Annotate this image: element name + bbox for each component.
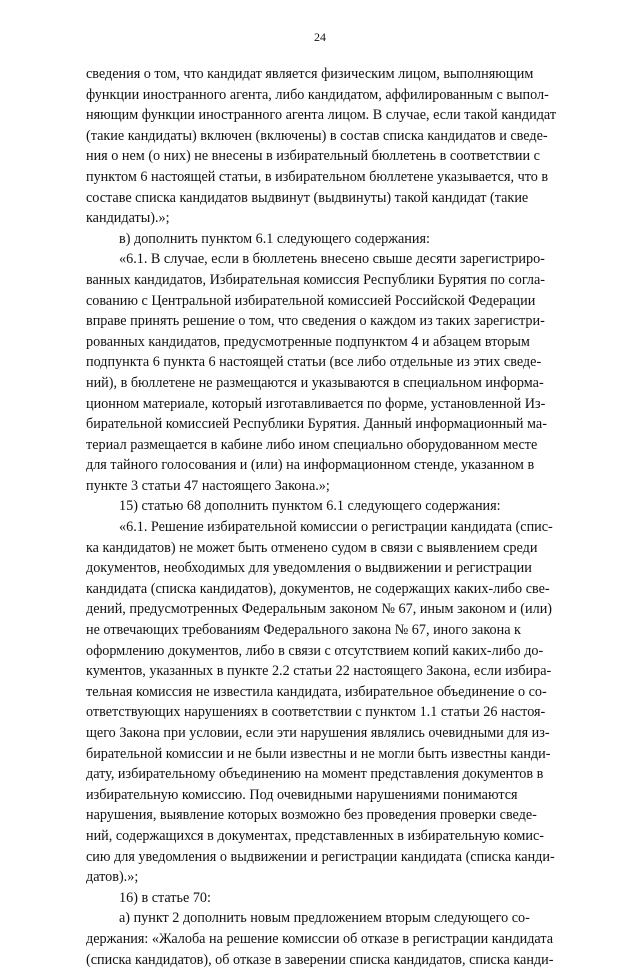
- text-line: избирательную комиссию. Под очевидными нарушениями понимаются: [86, 786, 518, 803]
- text-line: функции иностранного агента, либо кандидатом, аффилированным с выпол-: [86, 86, 549, 103]
- text-line: пунктом 6 настоящей статьи, в избирательном бюллетене указывается, что в: [86, 168, 549, 185]
- text-line: вправе принять решение о том, что сведения о каждом из таких зарегистри-: [86, 313, 545, 330]
- text-line: держания: «Жалоба на решение комиссии об отказе в регистрации кандидата: [86, 930, 554, 947]
- text-line: «6.1. В случае, если в бюллетень внесено свыше десяти зарегистриро-: [119, 251, 545, 268]
- text-line: ответствующих нарушениях в соответствии с пунктом 1.1 статьи 26 настоя-: [86, 704, 546, 721]
- text-line: в) дополнить пунктом 6.1 следующего содержания:: [119, 230, 430, 247]
- page-number: 24: [314, 30, 326, 44]
- text-line: 15) статью 68 дополнить пунктом 6.1 следующего содержания:: [119, 498, 501, 515]
- text-line: для тайного голосования и (или) на информационном стенде, указанном в: [86, 457, 535, 474]
- text-line: (списка кандидатов), об отказе в заверении списка кандидатов, списка канди-: [86, 951, 554, 968]
- text-line: оформлению документов, либо в связи с отсутствием копий каких-либо до-: [86, 642, 544, 659]
- text-line: нарушения, выявление которых возможно без проведения проверки сведе-: [86, 807, 537, 824]
- document-body: [86, 64, 586, 970]
- text-line: составе списка кандидатов выдвинут (выдвинуты) такой кандидат (такие: [86, 189, 529, 206]
- text-line: няющим функции иностранного агента лицом. В случае, если такой кандидат: [86, 107, 557, 124]
- text-line: подпункта 6 пункта 6 настоящей статьи (все либо отдельные из этих сведе-: [86, 354, 542, 371]
- text-line: щего Закона при условии, если эти нарушения являлись очевидными для из-: [86, 725, 550, 741]
- text-line: датов).»;: [86, 869, 139, 886]
- text-line: сованию с Центральной избирательной комиссией Российской Федерации: [86, 292, 536, 309]
- text-line: ний, содержащихся в документах, представленных в избирательную комис-: [86, 827, 544, 844]
- text-line: сию для уведомления о выдвижении и регистрации кандидата (списка канди-: [86, 848, 555, 865]
- text-line: ка кандидатов) не может быть отменено судом в связи с выявлением среди: [86, 539, 538, 556]
- text-line: а) пункт 2 дополнить новым предложением вторым следующего со-: [119, 910, 530, 927]
- text-line: (такие кандидаты) включен (включены) в состав списка кандидатов и сведе-: [86, 127, 548, 144]
- text-line: териал размещается в кабине либо ином специально оборудованном месте: [86, 436, 538, 453]
- text-line: тельная комиссия не известила кандидата, избирательное объединение о со-: [86, 683, 547, 700]
- text-line: бирательной комиссии и не были известны и не могли быть известны канди-: [86, 745, 551, 762]
- text-line: «6.1. Решение избирательной комиссии о регистрации кандидата (спис-: [119, 519, 553, 536]
- text-line: документов, необходимых для уведомления о выдвижении и регистрации: [86, 560, 532, 577]
- text-line: 16) в статье 70:: [119, 889, 211, 906]
- text-line: ционном материале, который изготавливается по форме, установленной Из-: [86, 395, 546, 412]
- text-line: дений, предусмотренных Федеральным законом № 67, иным законом и (или): [86, 601, 553, 618]
- text-line: пункте 3 статьи 47 настоящего Закона.»;: [86, 477, 330, 494]
- text-line: ний), в бюллетене не размещаются и указываются в специальном информа-: [86, 374, 544, 391]
- text-line: сведения о том, что кандидат является физическим лицом, выполняющим: [86, 66, 534, 82]
- text-line: кументов, указанных в пункте 2.2 статьи 22 настоящего Закона, если избира-: [86, 663, 552, 680]
- text-line: ния о нем (о них) не внесены в избирательный бюллетень в соответствии с: [86, 148, 540, 165]
- text-line: ванных кандидатов, Избирательная комиссия Республики Бурятия по согла-: [86, 271, 546, 288]
- text-line: бирательной комиссией Республики Бурятия. Данный информационный ма-: [86, 416, 547, 433]
- text-line: дату, избирательному объединению на момент представления документов в: [86, 766, 544, 783]
- text-line: рованных кандидатов, предусмотренные подпунктом 4 и абзацем вторым: [86, 333, 530, 350]
- text-line: кандидаты).»;: [86, 210, 170, 227]
- text-line: не отвечающих требованиям Федерального закона № 67, иного закона к: [86, 622, 521, 639]
- text-line: кандидата (списка кандидатов), документов, не содержащих каких-либо све-: [86, 580, 550, 597]
